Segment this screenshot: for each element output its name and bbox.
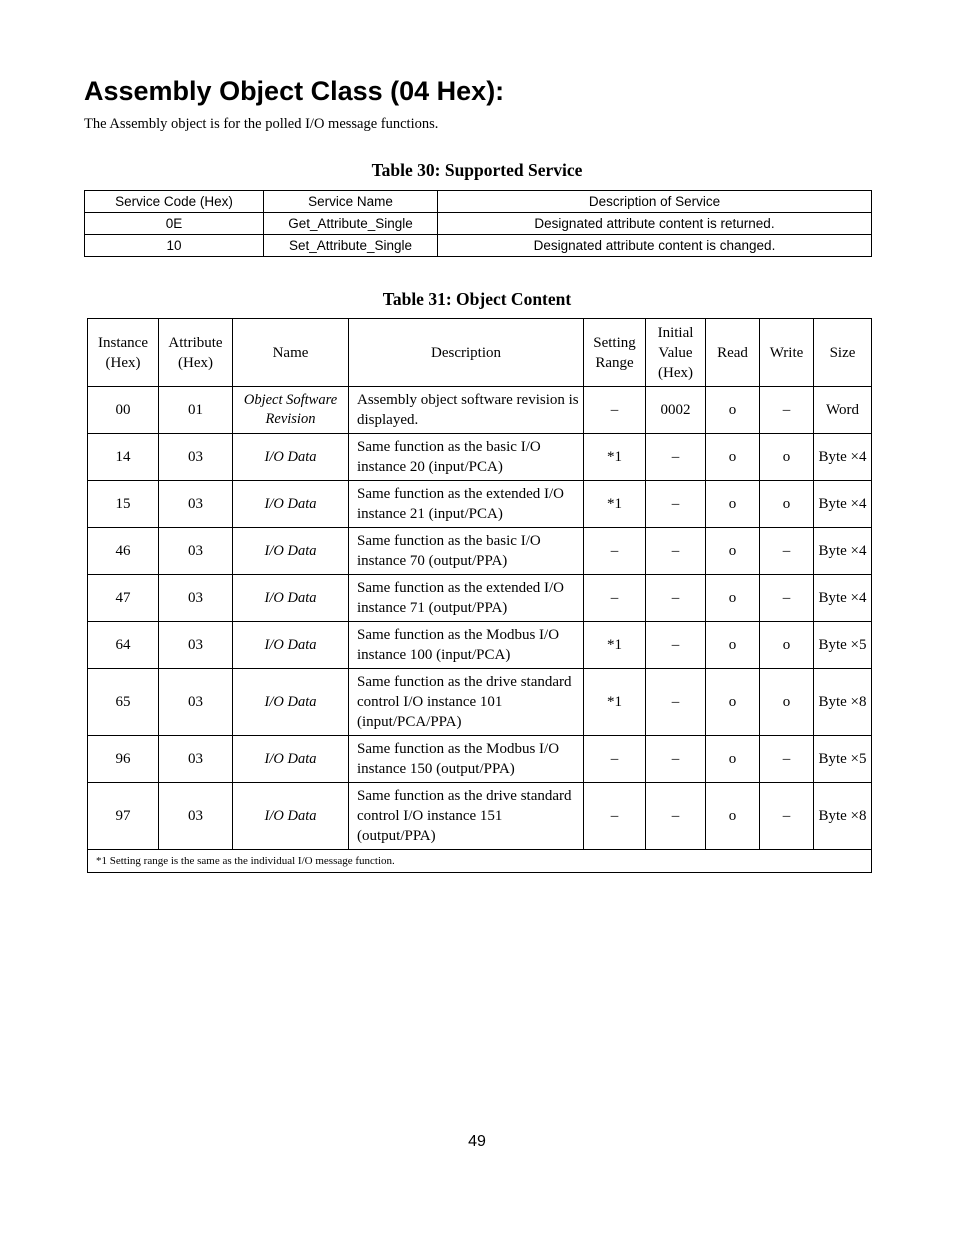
table-cell: 03 [159, 434, 233, 481]
table-cell: *1 [584, 434, 646, 481]
page-number: 49 [468, 1133, 486, 1150]
table-cell: – [584, 528, 646, 575]
table-cell: 03 [159, 528, 233, 575]
table-cell: Word [814, 387, 872, 434]
header-cell: Write [760, 319, 814, 387]
table-cell: *1 [584, 481, 646, 528]
table-cell: Same function as the extended I/O instance 71 (output/PPA) [349, 575, 584, 622]
table-cell: 14 [88, 434, 159, 481]
table-cell: 10 [85, 235, 264, 257]
table-cell: 46 [88, 528, 159, 575]
table-cell: Designated attribute content is returned. [438, 213, 872, 235]
table-cell: – [646, 783, 706, 850]
header-cell: Service Code (Hex) [85, 191, 264, 213]
table-cell: – [760, 387, 814, 434]
table-cell: *1 [584, 669, 646, 736]
header-cell: Description [349, 319, 584, 387]
table-cell: – [646, 736, 706, 783]
table31-caption: Table 31: Object Content [382, 289, 572, 309]
table-cell: 15 [88, 481, 159, 528]
table-row [88, 387, 872, 434]
table-cell: 03 [159, 622, 233, 669]
table-cell: 01 [159, 387, 233, 434]
table-cell: 96 [88, 736, 159, 783]
table-cell: Object Software Revision [233, 387, 349, 434]
table-cell: – [646, 622, 706, 669]
table-row [88, 575, 872, 622]
table-cell: Designated attribute content is changed. [438, 235, 872, 257]
table-cell: I/O Data [233, 736, 349, 783]
table-cell: Same function as the basic I/O instance 70 (output/PPA) [349, 528, 584, 575]
table-cell: o [706, 736, 760, 783]
header-cell: Read [706, 319, 760, 387]
table-cell: Same function as the drive standard control I/O instance 151 (output/PPA) [349, 783, 584, 850]
table-cell: I/O Data [233, 575, 349, 622]
table-cell: Assembly object software revision is displayed. [349, 387, 584, 434]
table-cell: I/O Data [233, 669, 349, 736]
table-cell: o [760, 669, 814, 736]
table-cell: – [760, 575, 814, 622]
header-cell: Instance (Hex) [88, 319, 159, 387]
page-title: Assembly Object Class (04 Hex): [84, 76, 505, 106]
table-cell: – [584, 783, 646, 850]
table-cell: Set_Attribute_Single [264, 235, 438, 257]
table-cell: Same function as the drive standard control I/O instance 101 (input/PCA/PPA) [349, 669, 584, 736]
table-cell: I/O Data [233, 622, 349, 669]
header-cell: Attribute (Hex) [159, 319, 233, 387]
table-cell: I/O Data [233, 481, 349, 528]
table-cell: Byte ×4 [814, 528, 872, 575]
table-cell: 0E [85, 213, 264, 235]
table-cell: Byte ×8 [814, 783, 872, 850]
table-cell: – [646, 434, 706, 481]
table-cell: Byte ×8 [814, 669, 872, 736]
table-cell: 97 [88, 783, 159, 850]
table-cell: o [760, 622, 814, 669]
header-cell: Description of Service [438, 191, 872, 213]
table-cell: o [706, 434, 760, 481]
header-cell: Setting Range [584, 319, 646, 387]
table-cell: o [706, 783, 760, 850]
header-cell: Initial Value (Hex) [646, 319, 706, 387]
table-cell: I/O Data [233, 528, 349, 575]
table-cell: – [760, 528, 814, 575]
intro-text: The Assembly object is for the polled I/O message functions. [84, 116, 439, 132]
table-cell: Same function as the basic I/O instance 20 (input/PCA) [349, 434, 584, 481]
table30-caption: Table 30: Supported Service [371, 160, 583, 180]
header-cell: Name [233, 319, 349, 387]
table-row [85, 235, 872, 257]
table-cell: 03 [159, 736, 233, 783]
table-row [88, 736, 872, 783]
table-cell: o [706, 481, 760, 528]
table-cell: o [706, 387, 760, 434]
table-cell: – [646, 575, 706, 622]
table-cell: I/O Data [233, 434, 349, 481]
table-cell: – [760, 736, 814, 783]
table-cell: 03 [159, 575, 233, 622]
table-cell: Same function as the Modbus I/O instance 150 (output/PPA) [349, 736, 584, 783]
table-cell: *1 [584, 622, 646, 669]
table-cell: 03 [159, 481, 233, 528]
table-cell: Byte ×5 [814, 622, 872, 669]
table-cell: 65 [88, 669, 159, 736]
table-cell: o [706, 528, 760, 575]
table-cell: – [584, 736, 646, 783]
table-cell: 03 [159, 783, 233, 850]
table-cell: – [760, 783, 814, 850]
supported-service-table [84, 190, 872, 257]
table-cell: o [706, 575, 760, 622]
table-row [88, 783, 872, 850]
table-cell: 03 [159, 669, 233, 736]
table-row [88, 434, 872, 481]
table-cell: o [706, 669, 760, 736]
table-row [88, 622, 872, 669]
table-cell: – [646, 481, 706, 528]
table-cell: – [646, 528, 706, 575]
table-cell: 64 [88, 622, 159, 669]
table-cell: Same function as the Modbus I/O instance 100 (input/PCA) [349, 622, 584, 669]
table-cell: o [760, 481, 814, 528]
table-row [88, 528, 872, 575]
table-cell: – [646, 669, 706, 736]
table-cell: 00 [88, 387, 159, 434]
table-cell: Byte ×4 [814, 434, 872, 481]
header-cell: Size [814, 319, 872, 387]
table-cell: Byte ×5 [814, 736, 872, 783]
table-row [88, 669, 872, 736]
footnote: *1 Setting range is the same as the individual I/O message function. [88, 850, 872, 873]
table-cell: Get_Attribute_Single [264, 213, 438, 235]
header-cell: Service Name [264, 191, 438, 213]
table-cell: Same function as the extended I/O instance 21 (input/PCA) [349, 481, 584, 528]
table-cell: – [584, 575, 646, 622]
object-content-table [87, 318, 872, 873]
table-cell: Byte ×4 [814, 481, 872, 528]
table-row [88, 481, 872, 528]
table-cell: Byte ×4 [814, 575, 872, 622]
table-cell: 0002 [646, 387, 706, 434]
table-cell: 47 [88, 575, 159, 622]
table-cell: – [584, 387, 646, 434]
table-row [85, 213, 872, 235]
table-cell: I/O Data [233, 783, 349, 850]
table-cell: o [760, 434, 814, 481]
table-cell: o [706, 622, 760, 669]
